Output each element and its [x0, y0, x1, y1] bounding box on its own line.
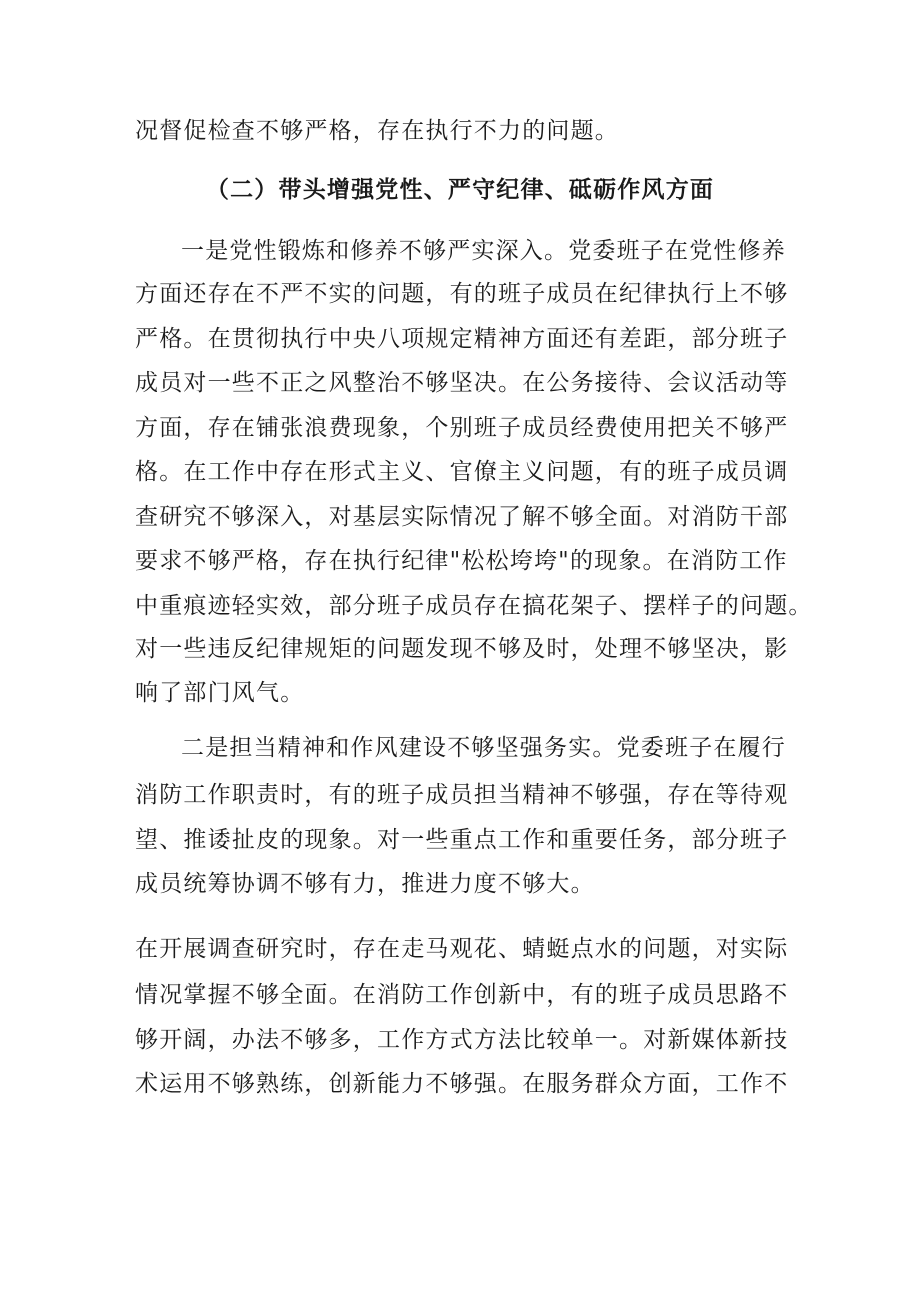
- paragraph-line: 方面，存在铺张浪费现象，个别班子成员经费使用把关不够严: [135, 415, 789, 441]
- section-heading: （二）带头增强党性、严守纪律、砥砺作风方面: [205, 176, 715, 203]
- paragraph-line: 严格。在贯彻执行中央八项规定精神方面还有差距，部分班子: [135, 326, 789, 352]
- paragraph-line: 对一些违反纪律规矩的问题发现不够及时，处理不够坚决，影: [135, 636, 789, 662]
- paragraph-line: 响了部门风气。: [135, 680, 305, 706]
- paragraph-line: 方面还存在不严不实的问题，有的班子成员在纪律执行上不够: [135, 281, 789, 307]
- paragraph-line: 中重痕迹轻实效，部分班子成员存在搞花架子、摆样子的问题。: [135, 593, 813, 619]
- paragraph-line: 望、推诿扯皮的现象。对一些重点工作和重要任务，部分班子: [135, 827, 789, 853]
- paragraph-line: 成员对一些不正之风整治不够坚决。在公务接待、会议活动等: [135, 370, 789, 396]
- paragraph-line: 一是党性锻炼和修养不够严实深入。党委班子在党性修养: [181, 238, 786, 264]
- paragraph-line: 二是担当精神和作风建设不够坚强务实。党委班子在履行: [181, 735, 786, 761]
- continuation-line: 况督促检查不够严格，存在执行不力的问题。: [135, 118, 619, 144]
- paragraph-line: 成员统筹协调不够有力，推进力度不够大。: [135, 871, 595, 897]
- paragraph-line: 在开展调查研究时，存在走马观花、蜻蜓点水的问题，对实际: [135, 936, 789, 962]
- paragraph-line: 术运用不够熟练，创新能力不够强。在服务群众方面，工作不: [135, 1071, 789, 1097]
- paragraph-line: 消防工作职责时，有的班子成员担当精神不够强，存在等待观: [135, 782, 789, 808]
- paragraph-line: 要求不够严格，存在执行纪律"松松垮垮"的现象。在消防工作: [135, 548, 788, 574]
- paragraph-line: 情况掌握不够全面。在消防工作创新中，有的班子成员思路不: [135, 982, 789, 1008]
- paragraph-line: 够开阔，办法不够多，工作方式方法比较单一。对新媒体新技: [135, 1027, 789, 1053]
- paragraph-line: 查研究不够深入，对基层实际情况了解不够全面。对消防干部: [135, 504, 789, 530]
- paragraph-line: 格。在工作中存在形式主义、官僚主义问题，有的班子成员调: [135, 459, 789, 485]
